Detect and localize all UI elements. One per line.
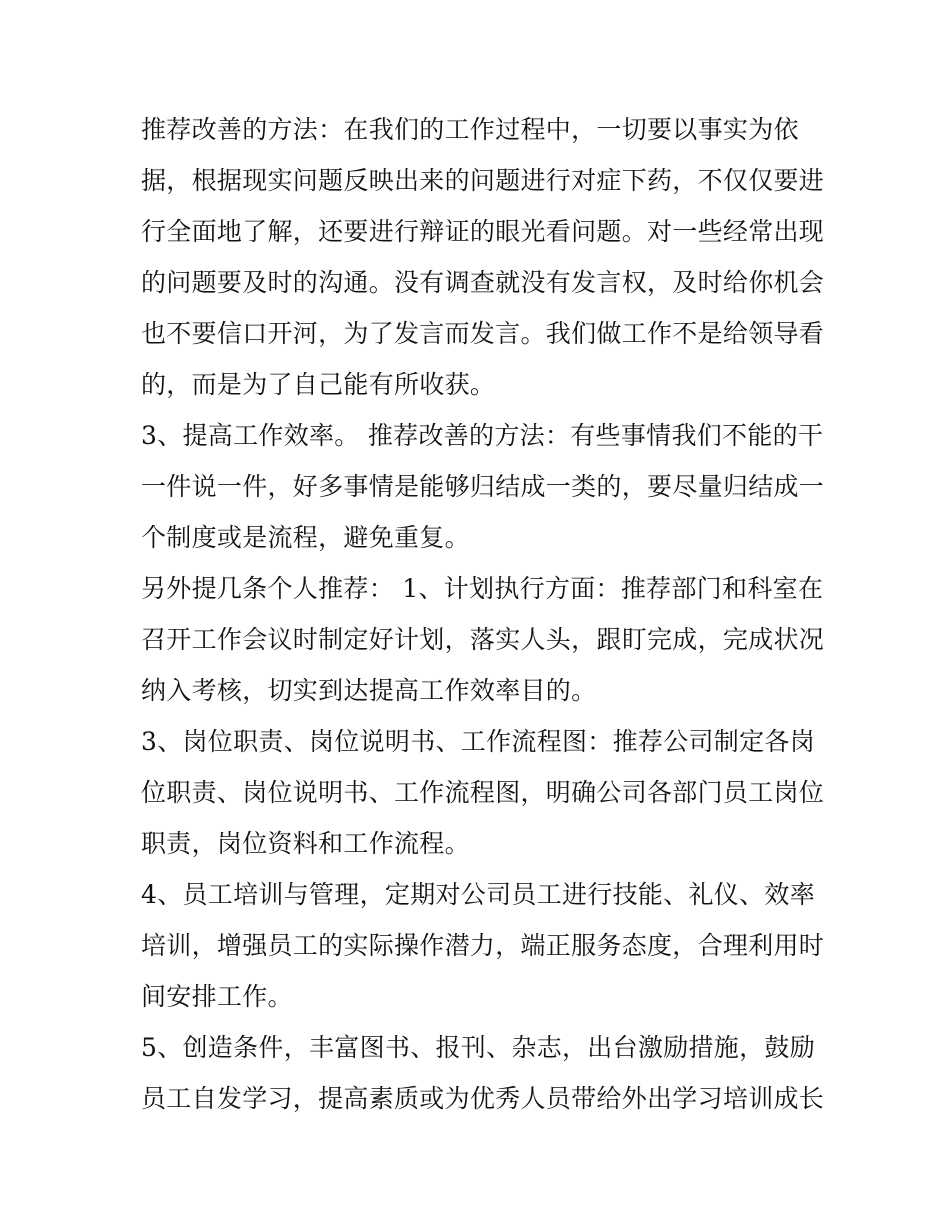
text-line: 培训，增强员工的实际操作潜力，端正服务态度，合理利用时	[141, 931, 825, 960]
text-line: 位职责、岗位说明书、工作流程图，明确公司各部门员工岗位	[141, 778, 825, 807]
text-line: 行全面地了解，还要进行辩证的眼光看问题。对一些经常出现	[141, 217, 825, 246]
paragraph-staff-training	[141, 869, 825, 1022]
text-line: 也不要信口开河，为了发言而发言。我们做工作不是给领导看	[141, 319, 825, 348]
text-line: 员工自发学习，提高素质或为优秀人员带给外出学习培训成长	[141, 1084, 825, 1113]
text-line: 的，而是为了自己能有所收获。	[141, 370, 496, 399]
paragraph-improvement-method	[141, 104, 825, 410]
text-line: 3、岗位职责、岗位说明书、工作流程图：推荐公司制定各岗	[141, 727, 816, 756]
paragraph-learning-conditions	[141, 1022, 825, 1124]
text-line: 召开工作会议时制定好计划，落实人头，跟盯完成，完成状况	[141, 625, 825, 654]
text-line: 职责，岗位资料和工作流程。	[141, 829, 470, 858]
paragraph-personal-recommendations	[141, 563, 825, 716]
text-line: 个制度或是流程，避免重复。	[141, 523, 470, 552]
text-line: 据，根据现实问题反映出来的问题进行对症下药，不仅仅要进	[141, 166, 825, 195]
text-line: 5、创造条件，丰富图书、报刊、杂志，出台激励措施，鼓励	[141, 1033, 816, 1062]
text-line: 推荐改善的方法：在我们的工作过程中，一切要以事实为依	[141, 115, 799, 144]
text-line: 纳入考核，切实到达提高工作效率目的。	[141, 676, 597, 705]
text-line: 3、提高工作效率。 推荐改善的方法：有些事情我们不能的干	[141, 421, 824, 450]
text-line: 4、员工培训与管理，定期对公司员工进行技能、礼仪、效率	[141, 880, 816, 909]
paragraph-work-efficiency	[141, 410, 825, 563]
text-line: 的问题要及时的沟通。没有调查就没有发言权，及时给你机会	[141, 268, 825, 297]
paragraph-job-responsibilities	[141, 716, 825, 869]
text-line: 另外提几条个人推荐： 1、计划执行方面：推荐部门和科室在	[141, 574, 824, 603]
text-line: 一件说一件，好多事情是能够归结成一类的，要尽量归结成一	[141, 472, 825, 501]
document-body	[141, 104, 825, 1124]
text-line: 间安排工作。	[141, 982, 293, 1011]
